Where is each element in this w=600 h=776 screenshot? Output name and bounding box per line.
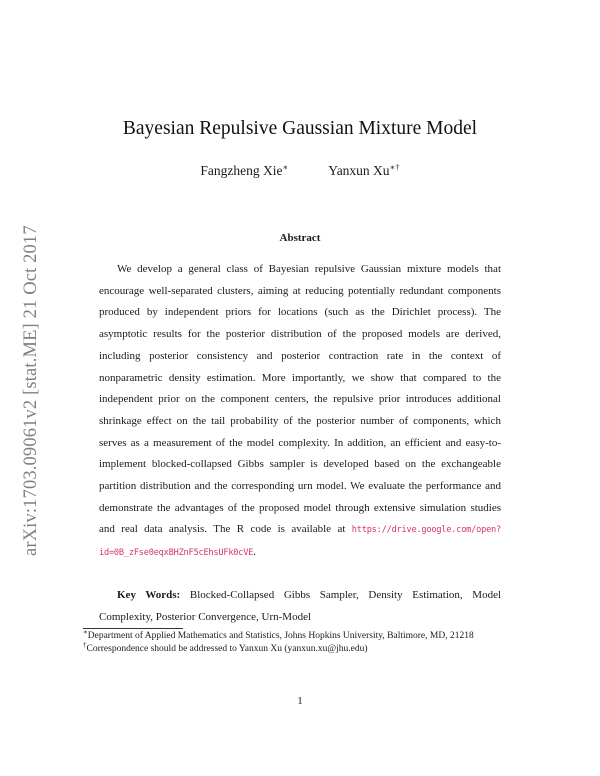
keywords [99, 585, 501, 628]
abstract-heading: Abstract [279, 232, 321, 244]
author-2 [328, 163, 399, 179]
author-mark: ∗† [389, 162, 400, 172]
author-name: Fangzheng Xie [200, 163, 283, 178]
abstract-body [99, 259, 501, 565]
footnotes [83, 630, 523, 655]
footnote-text: Department of Applied Mathematics and Statistics, Johns Hopkins University, Baltimore, MD, 21218 [87, 631, 474, 641]
author-mark: ∗ [282, 162, 289, 172]
author-list [0, 163, 600, 179]
keywords-text: Blocked-Collapsed Gibbs Sampler, Density Estimation, Model Complexity, Posterior Convergence, Urn-Model [99, 589, 502, 623]
footnote-affiliation [83, 630, 523, 643]
footnote-mark: ∗ [83, 628, 88, 636]
abstract-text: We develop a general class of Bayesian repulsive Gaussian mixture models that encourage well-separated clusters, aiming at reducing potentially redundant components produced by independent priors for locations (such as the Dirichlet process). The asymptotic results for the posterior distribution of the proposed models are derived, including posterior consistency and posterior contraction rate in the context of nonparametric density estimation. More importantly, we show that compared to the independent prior on the component centers, the repulsive prior introduces additional shrinkage effect on the tail probability of the posterior number of components, which serves as a measurement of the model complexity. In addition, an efficient and easy-to-implement blocked-collapsed Gibbs sampler is developed based on the exchangeable partition distribution and the corresponding urn model. We evaluate the performance and demonstrate the advantages of the proposed model through extensive simulation studies and real data analysis. The R code is available at [99, 263, 501, 536]
abstract-end: . [253, 546, 256, 559]
author-1 [200, 163, 288, 179]
footnote-text: Correspondence should be addressed to Yanxun Xu (yanxun.xu@jhu.edu) [86, 643, 368, 654]
arxiv-identifier: arXiv:1703.09061v2 [stat.ME] 21 Oct 2017 [21, 225, 41, 556]
page-number: 1 [297, 695, 303, 707]
paper-title: Bayesian Repulsive Gaussian Mixture Model [122, 118, 478, 139]
author-name: Yanxun Xu [328, 163, 390, 178]
keywords-label: Key Words: [117, 589, 181, 601]
footnote-correspondence [83, 640, 523, 656]
footnote-mark: † [83, 640, 87, 649]
footnote-divider [83, 628, 183, 629]
code-link[interactable]: https://drive.google.com/open?id=0B_zFse0eqxBHZnF5cEhsUFk0cVE [99, 525, 501, 559]
